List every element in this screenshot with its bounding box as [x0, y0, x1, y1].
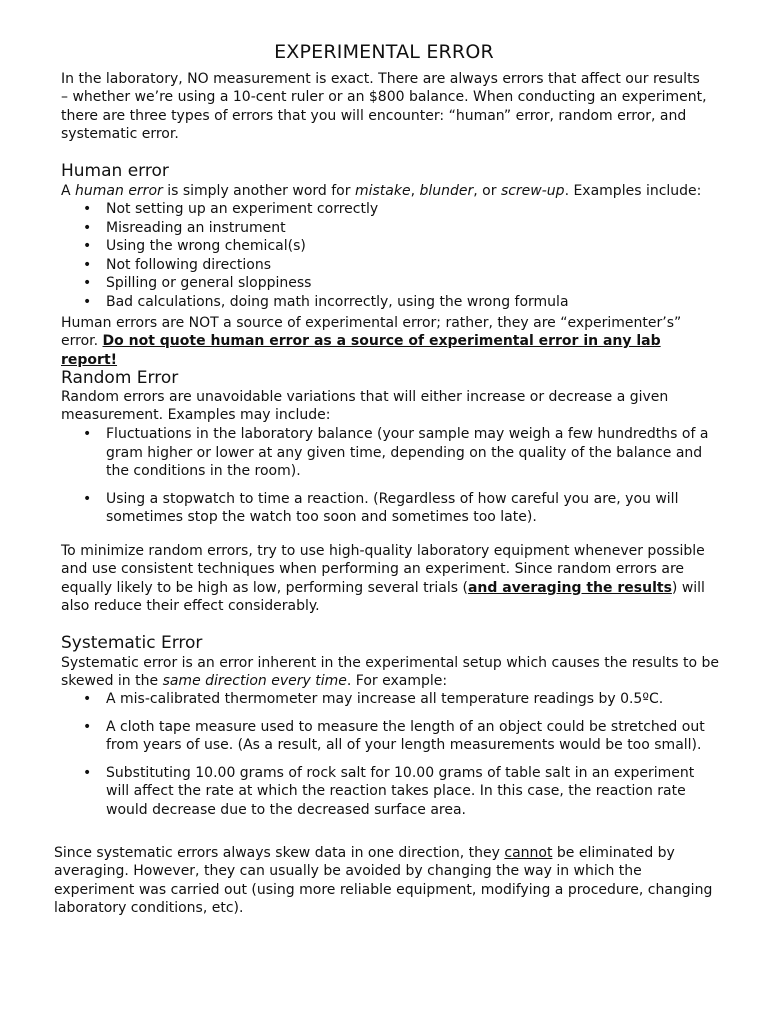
random-error-minimize	[61, 542, 711, 615]
bullet-glyph: •	[83, 490, 92, 507]
term-mistake: mistake	[354, 183, 411, 199]
list-item	[61, 200, 721, 219]
list-item-text: A mis-calibrated thermometer may increase all temperature readings by 0.5ºC.	[106, 691, 664, 707]
term-same-direction: same direction every time	[162, 673, 347, 690]
random-error-examples	[61, 425, 721, 536]
random-error-heading: Random Error	[61, 368, 179, 388]
list-item	[61, 764, 721, 820]
cannot-emphasis: cannot	[504, 845, 553, 861]
list-item-text: Not setting up an experiment correctly	[106, 201, 379, 217]
text-run: ) will also reduce their effect considerably.	[61, 579, 705, 614]
bullet-glyph: •	[83, 256, 92, 273]
list-item	[61, 690, 721, 709]
bullet-glyph: •	[83, 219, 92, 236]
list-item	[61, 293, 721, 312]
human-error-definition	[61, 182, 721, 200]
text-run: Since systematic errors always skew data in one direction, they	[54, 845, 505, 861]
list-item-text: Not following directions	[106, 256, 272, 273]
text-run: To minimize random errors, try to use high-quality laboratory equipment whenever possible and use consistent techniques when performing an experiment. Since random errors are equally likely to be high as low, performing several trials (	[61, 543, 705, 596]
text-run: A	[61, 183, 76, 199]
bullet-glyph: •	[83, 201, 92, 217]
list-item-text: Using a stopwatch to time a reaction. (Regardless of how careful you are, you will sometimes stop the watch too soon and sometimes too late).	[106, 490, 679, 525]
list-item	[61, 274, 721, 293]
list-item	[61, 425, 721, 481]
page-title: EXPERIMENTAL ERROR	[274, 41, 494, 63]
list-item-text: Bad calculations, doing math incorrectly, using the wrong formula	[106, 293, 569, 310]
text-run: Human errors are NOT a source of experimental error; rather, they are “experimenter’s” error.	[61, 315, 682, 350]
list-item	[61, 256, 721, 275]
bullet-glyph: •	[83, 293, 92, 310]
intro-paragraph: In the laboratory, NO measurement is exact. There are always errors that affect our results – whether we’re using a 10-cent ruler or an $800 balance. When conducting an experiment, there are three types of errors that you will encounter: “human” error, random error, and systematic error.	[61, 71, 707, 142]
list-item-text: Misreading an instrument	[106, 219, 286, 236]
bullet-glyph: •	[83, 238, 92, 254]
human-error-note	[61, 314, 721, 369]
bullet-glyph: •	[83, 275, 92, 291]
text-run: . Examples include:	[564, 183, 702, 199]
systematic-error-heading: Systematic Error	[61, 633, 203, 653]
bullet-glyph: •	[83, 691, 92, 707]
systematic-error-definition	[61, 654, 721, 691]
human-error-warning: Do not quote human error as a source of experimental error in any lab report!	[61, 333, 661, 368]
bullet-glyph: •	[83, 764, 92, 781]
systematic-error-examples	[61, 690, 721, 828]
list-item	[61, 237, 721, 256]
list-item-text: A cloth tape measure used to measure the length of an object could be stretched out from years of use. (As a result, all of your length measurements would be too small).	[106, 718, 705, 753]
list-item	[61, 490, 721, 527]
term-human-error: human error	[75, 183, 163, 199]
list-item-text: Using the wrong chemical(s)	[106, 238, 306, 254]
text-run: , or	[473, 183, 501, 199]
bullet-glyph: •	[83, 426, 92, 442]
systematic-error-closing	[54, 844, 714, 917]
list-item	[61, 718, 721, 755]
human-error-heading: Human error	[61, 161, 169, 181]
human-error-examples	[61, 200, 721, 311]
random-error-definition: Random errors are unavoidable variations that will either increase or decrease a given measurement. Examples may include:	[61, 389, 669, 424]
text-run: . For example:	[346, 673, 448, 690]
text-run: Systematic error is an error inherent in the experimental setup which causes the results to be skewed in the	[61, 655, 720, 690]
list-item	[61, 219, 721, 238]
averaging-emphasis: and averaging the results	[467, 579, 672, 596]
list-item-text: Spilling or general sloppiness	[106, 275, 312, 291]
text-run: be eliminated by averaging. However, they can usually be avoided by changing the way in which the experiment was carried out (using more reliable equipment, modifying a procedure, changing laboratory conditions, etc).	[54, 845, 713, 916]
list-item-text: Fluctuations in the laboratory balance (your sample may weigh a few hundredths of a gram higher or lower at any given time, depending on the quality of the balance and the conditions in the room).	[106, 426, 709, 479]
text-run: is simply another word for	[162, 183, 355, 199]
text-run: ,	[410, 183, 420, 199]
list-item-text: Substituting 10.00 grams of rock salt for 10.00 grams of table salt in an experiment will affect the rate at which the reaction takes place. In this case, the reaction rate would decrease due to the decreased surface area.	[106, 764, 695, 818]
term-screw-up: screw-up	[500, 183, 565, 199]
term-blunder: blunder	[419, 183, 474, 199]
bullet-glyph: •	[83, 718, 92, 735]
